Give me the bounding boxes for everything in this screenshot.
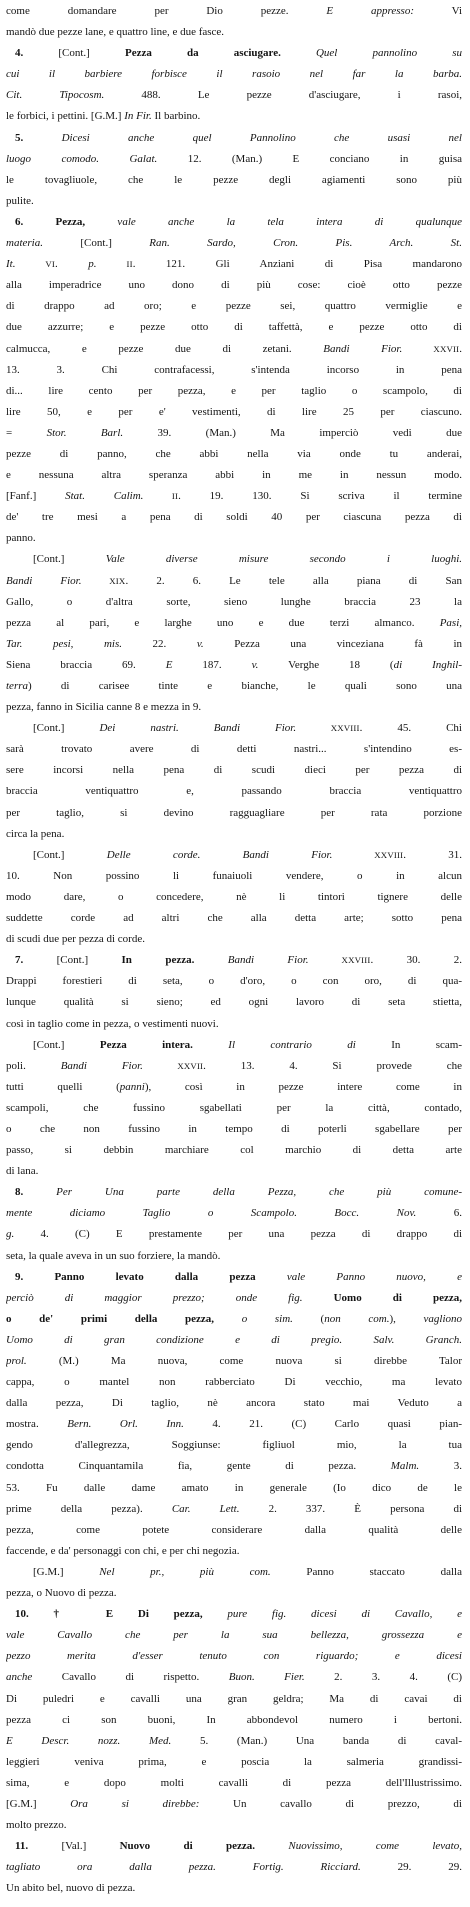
text-run: pezza al pari, e larghe uno e due terzi almanco.	[6, 616, 440, 629]
text-line	[6, 1731, 462, 1752]
text-line	[6, 1267, 462, 1288]
sense-paragraph	[6, 1267, 462, 1562]
text-run: [Cont.]	[42, 237, 150, 250]
italic-text: vale Cavallo che per la sua bellezza, grossezza e	[6, 1629, 462, 1642]
text-run: Pezza una vinceziana fà in	[203, 637, 462, 650]
text-run: molto prezzo.	[6, 1819, 67, 1832]
text-line	[6, 1203, 462, 1224]
text-run: Panno staccato dalla	[270, 1565, 462, 1578]
text-line	[6, 1035, 462, 1056]
italic-text: Delle corde. Bandi Fior.	[106, 848, 333, 861]
text-line	[6, 106, 462, 127]
italic-text: tagliato ora dalla pezza. Fortig. Ricciard.	[6, 1861, 361, 1874]
bold-term: 10. † E Di pezza,	[15, 1608, 203, 1621]
text-run: come domandare per Dio pezze.	[6, 5, 327, 17]
text-line	[6, 887, 462, 908]
roman-numeral: II	[143, 491, 179, 502]
text-run: . 121. Gli Anziani di Pisa mandarono	[132, 258, 462, 271]
italic-text: vale Panno nuovo, e	[255, 1270, 462, 1283]
text-run: 53. Fu dalle dame amato in generale (Io dico de le	[6, 1481, 462, 1494]
text-line	[6, 1667, 462, 1688]
italic-text: Uomo di gran condizione e di pregio. Salv. Granch.	[6, 1333, 462, 1346]
bold-term: In pezza.	[121, 954, 195, 967]
text-run: .	[459, 342, 462, 355]
text-run: calmucca, e pezze due di zetani.	[6, 342, 324, 355]
text-run: [Cont.]	[23, 47, 125, 60]
roman-numeral: VI	[15, 259, 56, 270]
text-line	[6, 22, 462, 43]
italic-text: Bandi Fior.	[60, 1059, 143, 1072]
subsense-paragraph	[6, 1035, 462, 1183]
text-run: [Cont.]	[23, 954, 122, 967]
italic-text: It.	[6, 258, 16, 271]
italic-text: vagliono	[395, 1312, 462, 1325]
text-line	[6, 1393, 462, 1414]
text-line	[6, 1794, 462, 1815]
text-line	[6, 317, 462, 338]
text-line	[6, 465, 462, 486]
text-run: cappa, o mantel non rabberciato Di vecchio, ma levato	[6, 1376, 462, 1389]
italic-text: v.	[196, 637, 204, 650]
text-line	[6, 85, 462, 106]
text-line	[6, 528, 462, 549]
italic-text: perciò di maggior prezzo; onde fig.	[6, 1291, 303, 1304]
italic-text: Bandi Fior.	[194, 954, 309, 967]
text-line	[6, 1878, 462, 1899]
text-run: Cavallo di rispetto.	[32, 1671, 229, 1684]
italic-text: p.	[88, 258, 97, 271]
text-run: 3.	[419, 1460, 462, 1473]
text-line	[6, 950, 462, 971]
text-line	[6, 1414, 462, 1435]
italic-text: panni	[119, 1080, 145, 1093]
text-run: due azzurre; e pezze otto di taffettà, e pezze otto di	[6, 321, 462, 334]
text-run: [G.M.]	[33, 1565, 100, 1578]
italic-text: Stat. Calim.	[65, 490, 144, 503]
text-line	[6, 1710, 462, 1731]
roman-numeral: XXVIII	[296, 723, 360, 734]
bold-term: Uomo di pezza,	[302, 1291, 462, 1304]
text-run: . 30. 2.	[370, 954, 462, 967]
text-run: 187.	[172, 658, 252, 671]
bold-term: 9. Panno levato dalla pezza	[15, 1270, 256, 1283]
text-line	[6, 1520, 462, 1541]
roman-numeral: XXVIII	[332, 849, 404, 860]
text-run: lunque qualità si sieno; ed ogni lavoro di seta stietta,	[6, 996, 462, 1009]
text-line	[6, 1014, 462, 1035]
text-line	[6, 423, 462, 444]
text-line	[6, 655, 462, 676]
text-run: [Fanf.]	[6, 490, 66, 503]
text-run: Un cavallo di prezzo, di	[199, 1797, 462, 1810]
subsense-paragraph	[6, 549, 462, 718]
text-line	[6, 697, 462, 718]
subsense-paragraph	[6, 845, 462, 950]
text-run: Siena braccia 69.	[6, 658, 166, 671]
text-line	[6, 254, 462, 275]
text-run: Verghe 18 (	[258, 658, 394, 671]
text-line	[6, 613, 462, 634]
subsense-paragraph	[6, 1562, 462, 1604]
italic-text: materia.	[6, 237, 43, 250]
italic-text: Ran. Sardo, Cron. Pis. Arch. St.	[149, 237, 462, 250]
text-run: pulite.	[6, 194, 34, 207]
text-line	[6, 296, 462, 317]
text-run: . 2. 6. Le tele alla piana di San	[125, 574, 462, 587]
italic-text: Stor. Barl.	[46, 426, 124, 439]
bold-term: 8.	[15, 1186, 24, 1199]
text-run: 4. 21. (C) Carlo quasi pian-	[183, 1418, 462, 1431]
text-run: o che non fussino in tempo di poterli sgabellare per	[6, 1122, 462, 1135]
roman-numeral: II	[96, 259, 133, 270]
italic-text: Buon. Fier.	[228, 1671, 305, 1684]
italic-text: di Inghil-	[393, 658, 462, 671]
text-run: (	[320, 1312, 325, 1325]
italic-text: pezzo merita d'esser tenuto con riguardo; e dicesi	[6, 1650, 462, 1663]
text-line	[6, 1583, 462, 1604]
italic-text: E appresso:	[326, 5, 414, 17]
italic-text: Nel pr., più com.	[99, 1565, 271, 1578]
text-run: 13. 3. Chi contrafacessi, s'intenda incorso in pena	[6, 363, 462, 376]
text-run: . 19. 130. Si scriva il termine	[178, 490, 462, 503]
italic-text: E Descr. nozz. Med.	[6, 1734, 172, 1747]
bold-term: 5.	[15, 131, 24, 144]
sense-paragraph	[6, 1836, 462, 1899]
bold-term: 7.	[15, 954, 24, 967]
text-line	[6, 507, 462, 528]
text-line	[6, 360, 462, 381]
sense-paragraph	[6, 43, 462, 127]
text-run: .	[55, 258, 89, 271]
sense-paragraph	[6, 128, 462, 212]
text-line	[6, 571, 462, 592]
text-line	[6, 486, 462, 507]
italic-text: prol.	[6, 1355, 27, 1367]
sense-paragraph	[6, 212, 462, 550]
bold-term: 4.	[15, 47, 24, 60]
italic-text: Il contrario di	[192, 1038, 356, 1051]
text-line	[6, 676, 462, 697]
text-line	[6, 1815, 462, 1836]
text-run: gendo d'allegrezza, Soggiunse: figliuol mio, la tua	[6, 1439, 462, 1452]
text-run: di... lire cento per pezza, e per taglio o scampolo, di	[6, 384, 462, 397]
text-run: [Cont.]	[33, 553, 106, 566]
italic-text: cui il barbiere forbisce il rasoio nel far la barba.	[6, 68, 462, 81]
text-run: In scam-	[355, 1038, 462, 1051]
text-run: . 45. Chi	[359, 722, 462, 735]
text-run: pezza, o Nuovo di pezza.	[6, 1587, 117, 1600]
bold-term: Pezza intera.	[99, 1038, 193, 1051]
text-run: mandò due pezze lane, e quattro line, e due fasce.	[6, 26, 225, 39]
text-run: sere incorsi nella pena di scudi dieci per pezza di	[6, 764, 462, 777]
text-line	[6, 381, 462, 402]
text-line	[6, 64, 462, 85]
text-run: pezza, fanno in Sicilia canne 8 e mezza in 9.	[6, 701, 202, 714]
text-line	[6, 1372, 462, 1393]
text-run: faccende, e da' personaggi con chi, e per chi negozia.	[6, 1544, 240, 1557]
text-run: panno.	[6, 532, 36, 545]
text-run: sima, e dopo molti cavalli di pezza dell'Illustrissimo.	[6, 1776, 462, 1789]
text-run: circa la pena.	[6, 827, 65, 840]
text-line	[6, 149, 462, 170]
text-line	[6, 549, 462, 570]
text-run: ),	[389, 1312, 396, 1325]
text-line	[6, 1077, 462, 1098]
text-line	[6, 1478, 462, 1499]
text-line	[6, 233, 462, 254]
text-run: [Val.]	[28, 1840, 120, 1853]
text-run: 29. 29.	[360, 1861, 462, 1874]
text-run: tutti quelli (	[6, 1080, 120, 1093]
italic-text: g.	[6, 1228, 15, 1241]
text-run: 488. Le pezze d'asciugare, i rasoi,	[104, 89, 462, 102]
text-run: dalla pezza, Di taglio, nè ancora stato mai Veduto a	[6, 1397, 462, 1410]
roman-numeral: XIX	[81, 575, 126, 586]
italic-text: Cit. Tipocosm.	[6, 89, 105, 102]
text-run: [Cont.]	[33, 722, 100, 735]
text-line	[6, 971, 462, 992]
italic-text: pure fig. dicesi di Cavallo, e	[202, 1608, 462, 1621]
text-run: 10. Non possino li funaiuoli vendere, o in alcun	[6, 869, 462, 882]
roman-numeral: XXVIII	[308, 955, 371, 966]
text-line	[6, 43, 462, 64]
text-line	[6, 634, 462, 655]
italic-text: Ora si direbbe:	[70, 1797, 200, 1810]
text-line	[6, 275, 462, 296]
italic-text: Quel pannolino su	[280, 47, 462, 60]
italic-text: Tar. pesi, mis.	[6, 637, 122, 650]
italic-text: anche	[6, 1671, 33, 1684]
italic-text: E	[165, 658, 173, 671]
text-line	[6, 1857, 462, 1878]
text-line	[6, 1836, 462, 1857]
text-line	[6, 1351, 462, 1372]
text-line	[6, 1330, 462, 1351]
italic-text: terra	[6, 680, 28, 692]
text-run: (M.) Ma nuova, come nuova si direbbe Talor	[26, 1355, 462, 1367]
text-run: 2. 337. È persona di	[239, 1502, 462, 1515]
text-line	[6, 1435, 462, 1456]
text-run: di drappo ad oro; e pezze sei, quattro vermiglie e	[6, 300, 462, 313]
text-run: 4. (C) E prestamente per una pezza di drappo di	[14, 1228, 462, 1241]
text-line	[6, 760, 462, 781]
italic-text: Pasi,	[439, 616, 462, 629]
text-line	[6, 1562, 462, 1583]
text-line	[6, 1625, 462, 1646]
italic-text: Per Una parte della Pezza, che più comune-	[23, 1186, 462, 1199]
italic-text: Malm.	[390, 1460, 420, 1473]
text-run: modo dare, o concedere, nè li tintori tignere delle	[6, 890, 462, 903]
text-line	[6, 1499, 462, 1520]
italic-text: o sim.	[214, 1312, 321, 1325]
text-line	[6, 402, 462, 423]
text-line	[6, 191, 462, 212]
text-run: [Cont.]	[33, 1038, 100, 1051]
text-run: le tovagliuole, che le pezze degli agiamenti sono più	[6, 173, 462, 186]
italic-text: Dicesi anche quel Pannolino che usasi nel	[23, 131, 462, 144]
text-line	[6, 1224, 462, 1245]
text-line	[6, 170, 462, 191]
italic-text: Bern. Orl. Inn.	[67, 1418, 184, 1431]
italic-text: luogo comodo. Galat.	[6, 152, 158, 165]
text-run: pezza, come potete considerare dalla qualità delle	[6, 1523, 462, 1536]
text-run: così in taglio come in pezza, o vestimenti nuovi.	[6, 1017, 219, 1030]
text-run: 39. (Man.) Ma imperciò vedi due	[123, 426, 462, 439]
text-run: di scudi due per pezza di corde.	[6, 933, 145, 946]
text-line	[6, 1288, 462, 1309]
text-run: scampoli, che fussino sgabellati per la città, contado,	[6, 1101, 462, 1114]
text-run: 22.	[122, 637, 197, 650]
text-run: per taglio, si devino ragguagliare per rata porzione	[6, 806, 462, 819]
italic-text: non com.	[324, 1312, 390, 1325]
italic-text: Vale diverse misure secondo i luoghi.	[105, 553, 462, 566]
text-line	[6, 1773, 462, 1794]
bold-term: Nuovo di pezza.	[119, 1840, 256, 1853]
continuation-paragraph	[6, 1, 462, 43]
text-run: poli.	[6, 1059, 61, 1072]
roman-numeral: XXVII	[142, 1060, 204, 1071]
text-line	[6, 1182, 462, 1203]
text-run: sarà trovato avere di detti nastri... s'intendino es-	[6, 743, 462, 756]
text-run: 6.	[416, 1207, 462, 1220]
bold-term: Pezza da asciugare.	[124, 47, 281, 60]
text-line	[6, 1309, 462, 1330]
text-run: Il barbino.	[151, 110, 201, 123]
text-run: braccia ventiquattro e, passando braccia ventiquattro	[6, 785, 462, 798]
italic-text: mente diciamo Taglio o Scampolo. Bocc. Nov.	[6, 1207, 417, 1220]
italic-text: Bandi Fior.	[323, 342, 403, 355]
text-line	[6, 992, 462, 1013]
text-line	[6, 908, 462, 929]
text-run: condotta Cinquantamila fia, gente di pezza.	[6, 1460, 391, 1473]
italic-text: In Fir.	[124, 110, 152, 123]
subsense-paragraph	[6, 718, 462, 845]
text-line	[6, 781, 462, 802]
text-line	[6, 739, 462, 760]
text-run: de' tre mesi a pena di soldi 40 per ciascuna pezza di	[6, 511, 462, 524]
text-line	[6, 929, 462, 950]
text-line	[6, 444, 462, 465]
text-run: mostra.	[6, 1418, 68, 1431]
text-run: ), così in pezze intere come in	[144, 1080, 462, 1093]
bold-term: 6. Pezza,	[15, 215, 86, 228]
roman-numeral: XXVII	[402, 343, 460, 354]
text-line	[6, 1056, 462, 1077]
text-line	[6, 1689, 462, 1710]
text-line	[6, 845, 462, 866]
text-run: . 13. 4. Si provede che	[203, 1059, 462, 1072]
text-run: . 31.	[403, 848, 462, 861]
text-run: passo, si debbin marchiare col marchio di detta arte	[6, 1144, 462, 1157]
text-run: di lana.	[6, 1165, 39, 1178]
italic-text: Car. Lett.	[171, 1502, 240, 1515]
text-line	[6, 824, 462, 845]
text-line	[6, 866, 462, 887]
text-run: prime della pezza).	[6, 1502, 172, 1515]
text-run: alla imperadrice uno dono di più cose: cioè otto pezze	[6, 279, 462, 292]
text-line	[6, 128, 462, 149]
text-line	[6, 1161, 462, 1182]
text-run: pezze di panno, che abbi nella via onde tu anderai,	[6, 447, 462, 460]
sense-paragraph	[6, 950, 462, 1034]
text-line	[6, 718, 462, 739]
sense-paragraph	[6, 1604, 462, 1836]
text-run: seta, la quale aveva in un suo forziere, la mandò.	[6, 1249, 221, 1262]
bold-term: 11.	[15, 1840, 29, 1853]
text-run: =	[6, 426, 47, 439]
italic-text: Dei nastri. Bandi Fior.	[99, 722, 297, 735]
text-run: e nessuna altra speranza abbi in me in nessun modo.	[6, 469, 462, 482]
text-line	[6, 1456, 462, 1477]
text-run: lire 50, e per e' vestimenti, di lire 25 per ciascuno.	[6, 405, 462, 418]
text-line	[6, 1119, 462, 1140]
text-line	[6, 212, 462, 233]
bold-term: o de' primi della pezza,	[6, 1312, 215, 1325]
text-line	[6, 1246, 462, 1267]
italic-text: v.	[251, 658, 259, 671]
text-run: 5. (Man.) Una banda di caval-	[171, 1734, 462, 1747]
text-run: 12. (Man.) E conciano in guisa	[157, 152, 462, 165]
text-line	[6, 1646, 462, 1667]
text-run: Un abito bel, nuovo di pezza.	[6, 1882, 136, 1895]
text-run: Vi	[413, 5, 462, 17]
text-run: Drappi forestieri di seta, o d'oro, o con oro, di qua-	[6, 975, 462, 988]
text-line	[6, 1140, 462, 1161]
text-line	[6, 339, 462, 360]
italic-text: Bandi Fior.	[6, 574, 82, 587]
text-run: [G.M.]	[6, 1797, 71, 1810]
text-line	[6, 1752, 462, 1773]
text-run: le forbici, i pettini. [G.M.]	[6, 110, 125, 123]
text-run: Gallo, o d'altra sorte, sieno lunghe braccia 23 la	[6, 595, 462, 608]
text-run: [Cont.]	[33, 848, 107, 861]
text-run: ) di carisee tinte e bianche, le quali sono una	[28, 680, 462, 692]
text-run: Di puledri e cavalli una gran geldra; Ma di cavai di	[6, 1692, 462, 1705]
text-line	[6, 1098, 462, 1119]
text-line	[6, 1604, 462, 1625]
text-run: pezza ci son buoni, In abbondevol numero i bertoni.	[6, 1713, 462, 1726]
text-line	[6, 803, 462, 824]
italic-text: vale anche la tela intera di qualunque	[85, 215, 462, 228]
text-run: suddette corde ad altri che alla detta arte; sotto pena	[6, 912, 462, 925]
italic-text: Nuovissimo, come levato,	[255, 1840, 462, 1853]
text-line	[6, 1, 462, 22]
text-line	[6, 1541, 462, 1562]
text-run: leggieri veniva prima, e poscia la salmeria grandissi-	[6, 1755, 462, 1768]
text-line	[6, 592, 462, 613]
text-run: 2. 3. 4. (C)	[304, 1671, 462, 1684]
sense-paragraph	[6, 1182, 462, 1266]
